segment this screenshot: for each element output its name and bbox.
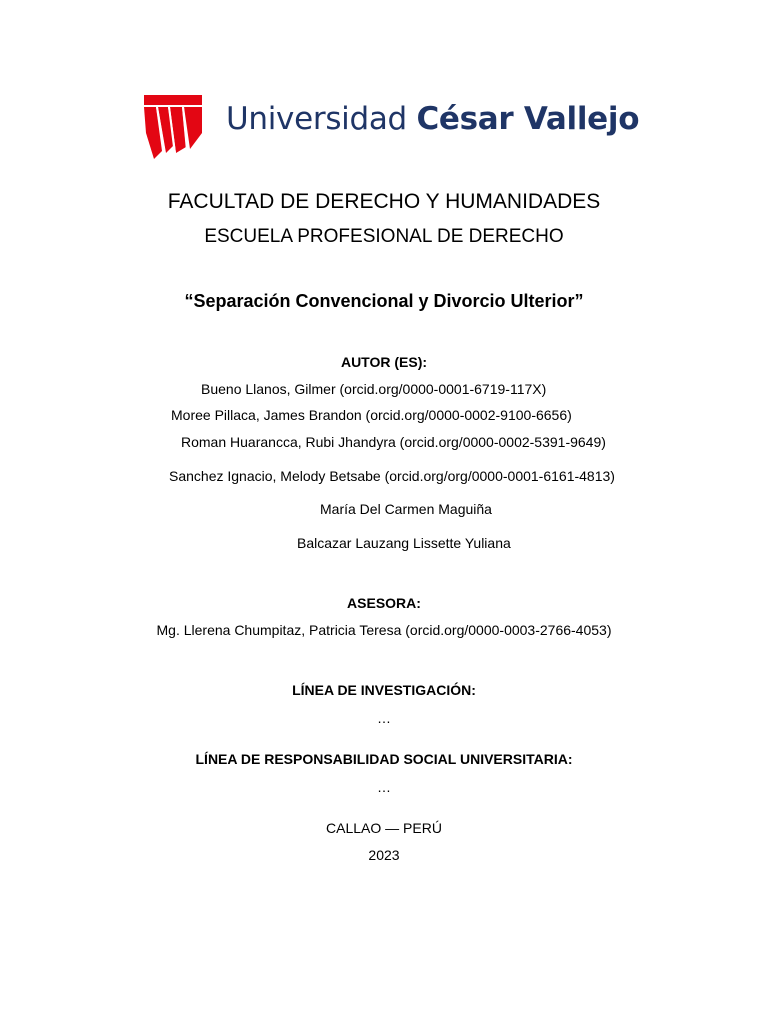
research-line-label: LÍNEA DE INVESTIGACIÓN: [292,682,476,698]
author-item: Bueno Llanos, Gilmer (orcid.org/0000-0001-6719-117X) [201,381,547,397]
year-text: 2023 [368,847,400,863]
wordmark-light: Universidad [226,101,417,137]
thesis-title: “Separación Convencional y Divorcio Ulterior” [184,291,584,311]
faculty-heading: FACULTAD DE DERECHO Y HUMANIDADES [167,190,601,213]
university-wordmark [226,97,639,141]
author-item: Roman Huarancca, Rubi Jhandyra (orcid.org/0000-0002-5391-9649) [181,434,606,450]
place-text: CALLAO — PERÚ [326,820,442,836]
social-line-label: LÍNEA DE RESPONSABILIDAD SOCIAL UNIVERSITARIA: [195,751,573,767]
school-heading: ESCUELA PROFESIONAL DE DERECHO [204,226,564,247]
author-item: Balcazar Lauzang Lissette Yuliana [297,535,511,551]
university-crest-icon [142,93,204,161]
advisor-name: Mg. Llerena Chumpitaz, Patricia Teresa (orcid.org/0000-0003-2766-4053) [156,622,612,638]
author-item: Moree Pillaca, James Brandon (orcid.org/0000-0002-9100-6656) [171,407,572,423]
research-line-value: … [377,710,391,726]
authors-label: AUTOR (ES): [340,354,428,370]
advisor-label: ASESORA: [347,595,421,611]
wordmark-bold: César Vallejo [416,101,640,137]
university-logo [142,93,662,163]
author-item: María Del Carmen Maguiña [320,501,492,517]
social-line-value: … [377,779,391,795]
author-item: Sanchez Ignacio, Melody Betsabe (orcid.org/org/0000-0001-6161-4813) [169,468,615,484]
